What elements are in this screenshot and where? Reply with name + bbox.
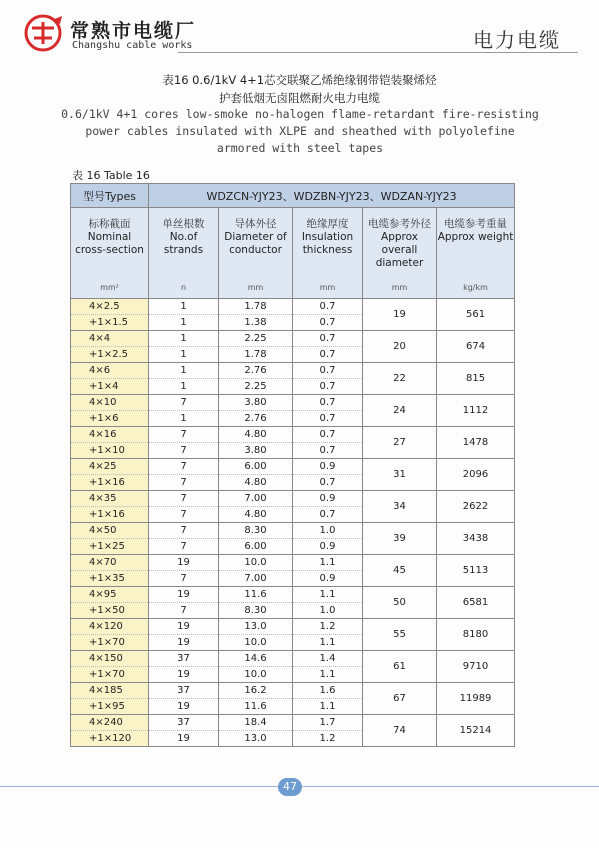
cross-section-neutral: +1×10 [71, 443, 149, 459]
cross-section-neutral: +1×4 [71, 379, 149, 395]
table-title-en-line1: 0.6/1kV 4+1 cores low-smoke no-halogen flame-retardant fire-resisting [61, 107, 539, 121]
approx-weight: 1112 [437, 395, 515, 427]
cross-section-main: 4×25 [71, 459, 149, 475]
strands-neutral: 1 [149, 315, 219, 331]
conductor-diameter-neutral: 13.0 [219, 731, 293, 747]
overall-diameter: 19 [363, 299, 437, 331]
approx-weight: 5113 [437, 555, 515, 587]
table-label: 表 16 Table 16 [72, 169, 150, 182]
cross-section-neutral: +1×16 [71, 475, 149, 491]
type-value: WDZCN-YJY23、WDZBN-YJY23、WDZAN-YJY23 [149, 184, 515, 208]
conductor-diameter-main: 8.30 [219, 523, 293, 539]
conductor-diameter-main: 2.76 [219, 363, 293, 379]
cross-section-neutral: +1×16 [71, 507, 149, 523]
column-header-en: No.of strands [163, 231, 204, 256]
insulation-main: 0.7 [293, 299, 363, 315]
approx-weight: 15214 [437, 715, 515, 747]
approx-weight: 674 [437, 331, 515, 363]
cross-section-neutral: +1×95 [71, 699, 149, 715]
conductor-diameter-neutral: 6.00 [219, 539, 293, 555]
cross-section-main: 4×35 [71, 491, 149, 507]
cross-section-main: 4×16 [71, 427, 149, 443]
overall-diameter: 24 [363, 395, 437, 427]
cross-section-main: 4×240 [71, 715, 149, 731]
approx-weight: 9710 [437, 651, 515, 683]
insulation-neutral: 0.7 [293, 411, 363, 427]
conductor-diameter-main: 10.0 [219, 555, 293, 571]
conductor-diameter-neutral: 2.25 [219, 379, 293, 395]
insulation-neutral: 1.1 [293, 635, 363, 651]
cross-section-main: 4×6 [71, 363, 149, 379]
strands-neutral: 1 [149, 379, 219, 395]
table-row [71, 395, 515, 411]
cross-section-main: 4×185 [71, 683, 149, 699]
table-body [71, 299, 515, 747]
cross-section-main: 4×2.5 [71, 299, 149, 315]
page-header [0, 0, 599, 62]
table-row [71, 363, 515, 379]
insulation-main: 0.7 [293, 363, 363, 379]
column-header-unit: mm [391, 283, 408, 292]
insulation-neutral: 0.9 [293, 539, 363, 555]
cross-section-neutral: +1×70 [71, 667, 149, 683]
cross-section-main: 4×10 [71, 395, 149, 411]
column-header-cn: 电缆参考外径 [368, 218, 431, 230]
strands-main: 1 [149, 363, 219, 379]
overall-diameter: 27 [363, 427, 437, 459]
table-title-cn-line2: 护套低烟无卤阻燃耐火电力电缆 [219, 91, 380, 105]
table-title-en-line2: power cables insulated with XLPE and sheathed with polyolefine [85, 124, 515, 138]
strands-main: 7 [149, 523, 219, 539]
table-row [71, 427, 515, 443]
type-label: 型号Types [71, 184, 149, 208]
cross-section-neutral: +1×35 [71, 571, 149, 587]
strands-main: 37 [149, 715, 219, 731]
strands-neutral: 7 [149, 571, 219, 587]
approx-weight: 1478 [437, 427, 515, 459]
strands-neutral: 7 [149, 475, 219, 491]
table-row [71, 459, 515, 475]
approx-weight: 3438 [437, 523, 515, 555]
insulation-main: 1.1 [293, 555, 363, 571]
insulation-main: 0.7 [293, 331, 363, 347]
approx-weight: 561 [437, 299, 515, 331]
strands-neutral: 19 [149, 731, 219, 747]
strands-neutral: 7 [149, 507, 219, 523]
cross-section-main: 4×4 [71, 331, 149, 347]
strands-main: 37 [149, 651, 219, 667]
insulation-main: 1.4 [293, 651, 363, 667]
conductor-diameter-main: 11.6 [219, 587, 293, 603]
overall-diameter: 20 [363, 331, 437, 363]
conductor-diameter-main: 1.78 [219, 299, 293, 315]
column-header-cn: 绝缘厚度 [306, 218, 349, 230]
overall-diameter: 67 [363, 683, 437, 715]
insulation-main: 1.0 [293, 523, 363, 539]
conductor-diameter-main: 4.80 [219, 427, 293, 443]
insulation-main: 1.1 [293, 587, 363, 603]
section-title: 电力电缆 [473, 28, 561, 52]
cross-section-main: 4×150 [71, 651, 149, 667]
strands-main: 37 [149, 683, 219, 699]
table-title-cn-line1: 表16 0.6/1kV 4+1芯交联聚乙烯绝缘钢带铠装聚烯烃 [162, 73, 437, 87]
insulation-neutral: 0.7 [293, 475, 363, 491]
strands-neutral: 7 [149, 603, 219, 619]
cross-section-neutral: +1×70 [71, 635, 149, 651]
insulation-neutral: 1.2 [293, 731, 363, 747]
strands-neutral: 1 [149, 411, 219, 427]
conductor-diameter-main: 14.6 [219, 651, 293, 667]
conductor-diameter-main: 13.0 [219, 619, 293, 635]
column-header-unit: mm [247, 283, 264, 292]
strands-main: 7 [149, 459, 219, 475]
strands-main: 7 [149, 395, 219, 411]
conductor-diameter-neutral: 4.80 [219, 507, 293, 523]
cross-section-neutral: +1×1.5 [71, 315, 149, 331]
column-header-0 [71, 208, 149, 299]
insulation-neutral: 0.7 [293, 315, 363, 331]
overall-diameter: 34 [363, 491, 437, 523]
approx-weight: 2622 [437, 491, 515, 523]
insulation-main: 1.6 [293, 683, 363, 699]
insulation-main: 0.7 [293, 427, 363, 443]
strands-main: 19 [149, 587, 219, 603]
conductor-diameter-neutral: 3.80 [219, 443, 293, 459]
column-header-unit: kg/km [463, 283, 488, 292]
column-header-1 [149, 208, 219, 299]
overall-diameter: 31 [363, 459, 437, 491]
column-header-unit: mm² [100, 283, 119, 292]
insulation-main: 0.9 [293, 491, 363, 507]
column-header-cn: 电缆参考重量 [444, 218, 508, 230]
conductor-diameter-main: 16.2 [219, 683, 293, 699]
approx-weight: 815 [437, 363, 515, 395]
table-row [71, 523, 515, 539]
company-name-cn: 常熟市电缆厂 [70, 20, 197, 42]
strands-neutral: 7 [149, 443, 219, 459]
type-row [71, 184, 515, 208]
column-header-4 [363, 208, 437, 299]
table-title-en [30, 106, 570, 157]
cross-section-main: 4×120 [71, 619, 149, 635]
insulation-main: 0.9 [293, 459, 363, 475]
strands-neutral: 7 [149, 539, 219, 555]
overall-diameter: 50 [363, 587, 437, 619]
header-divider [178, 52, 578, 53]
approx-weight: 8180 [437, 619, 515, 651]
strands-neutral: 19 [149, 699, 219, 715]
strands-neutral: 19 [149, 667, 219, 683]
insulation-main: 0.7 [293, 395, 363, 411]
column-header-en: Diameter of conductor [224, 231, 287, 256]
overall-diameter: 55 [363, 619, 437, 651]
strands-main: 1 [149, 299, 219, 315]
column-header-3 [293, 208, 363, 299]
overall-diameter: 74 [363, 715, 437, 747]
insulation-main: 1.2 [293, 619, 363, 635]
column-header-en: Approx overall diameter [375, 231, 424, 269]
insulation-neutral: 0.7 [293, 379, 363, 395]
conductor-diameter-neutral: 10.0 [219, 667, 293, 683]
column-header-en: Insulation thickness [301, 231, 354, 256]
column-header-cn: 单丝根数 [162, 218, 205, 230]
insulation-neutral: 0.9 [293, 571, 363, 587]
strands-main: 19 [149, 619, 219, 635]
conductor-diameter-neutral: 1.78 [219, 347, 293, 363]
conductor-diameter-neutral: 4.80 [219, 475, 293, 491]
approx-weight: 2096 [437, 459, 515, 491]
conductor-diameter-neutral: 8.30 [219, 603, 293, 619]
table-row [71, 619, 515, 635]
table-title-en-line3: armored with steel tapes [216, 141, 384, 155]
insulation-neutral: 0.7 [293, 507, 363, 523]
conductor-diameter-main: 7.00 [219, 491, 293, 507]
overall-diameter: 45 [363, 555, 437, 587]
insulation-main: 1.7 [293, 715, 363, 731]
conductor-diameter-neutral: 1.38 [219, 315, 293, 331]
conductor-diameter-neutral: 11.6 [219, 699, 293, 715]
overall-diameter: 61 [363, 651, 437, 683]
strands-main: 1 [149, 331, 219, 347]
conductor-diameter-main: 2.25 [219, 331, 293, 347]
strands-main: 7 [149, 491, 219, 507]
table-row [71, 651, 515, 667]
table-row [71, 555, 515, 571]
table-row [71, 299, 515, 315]
table-row [71, 715, 515, 731]
table-row [71, 491, 515, 507]
company-name-en: Changshu cable works [72, 40, 193, 51]
insulation-neutral: 0.7 [293, 347, 363, 363]
column-header-en: Nominal cross-section [75, 231, 144, 256]
column-header-cn: 导体外径 [234, 218, 277, 230]
insulation-neutral: 0.7 [293, 443, 363, 459]
column-header-2 [219, 208, 293, 299]
approx-weight: 6581 [437, 587, 515, 619]
column-header-unit: mm [319, 283, 336, 292]
cross-section-neutral: +1×120 [71, 731, 149, 747]
column-header-row [71, 208, 515, 299]
page-number: 47 [278, 778, 302, 796]
strands-neutral: 19 [149, 635, 219, 651]
insulation-neutral: 1.0 [293, 603, 363, 619]
overall-diameter: 22 [363, 363, 437, 395]
column-header-cn: 标称截面 [88, 218, 131, 230]
cross-section-neutral: +1×25 [71, 539, 149, 555]
table-row [71, 587, 515, 603]
insulation-neutral: 1.1 [293, 699, 363, 715]
column-header-5 [437, 208, 515, 299]
conductor-diameter-neutral: 2.76 [219, 411, 293, 427]
strands-main: 7 [149, 427, 219, 443]
column-header-unit: n [180, 283, 187, 292]
cross-section-neutral: +1×6 [71, 411, 149, 427]
cross-section-main: 4×50 [71, 523, 149, 539]
cross-section-neutral: +1×2.5 [71, 347, 149, 363]
column-header-en: Approx weight [437, 231, 514, 243]
table-row [71, 683, 515, 699]
cross-section-neutral: +1×50 [71, 603, 149, 619]
approx-weight: 11989 [437, 683, 515, 715]
table-row [71, 331, 515, 347]
strands-neutral: 1 [149, 347, 219, 363]
conductor-diameter-main: 6.00 [219, 459, 293, 475]
strands-main: 19 [149, 555, 219, 571]
conductor-diameter-neutral: 7.00 [219, 571, 293, 587]
conductor-diameter-main: 3.80 [219, 395, 293, 411]
cable-spec-table [70, 183, 515, 747]
cross-section-main: 4×95 [71, 587, 149, 603]
insulation-neutral: 1.1 [293, 667, 363, 683]
cross-section-main: 4×70 [71, 555, 149, 571]
conductor-diameter-main: 18.4 [219, 715, 293, 731]
company-logo-icon [24, 14, 64, 52]
overall-diameter: 39 [363, 523, 437, 555]
conductor-diameter-neutral: 10.0 [219, 635, 293, 651]
